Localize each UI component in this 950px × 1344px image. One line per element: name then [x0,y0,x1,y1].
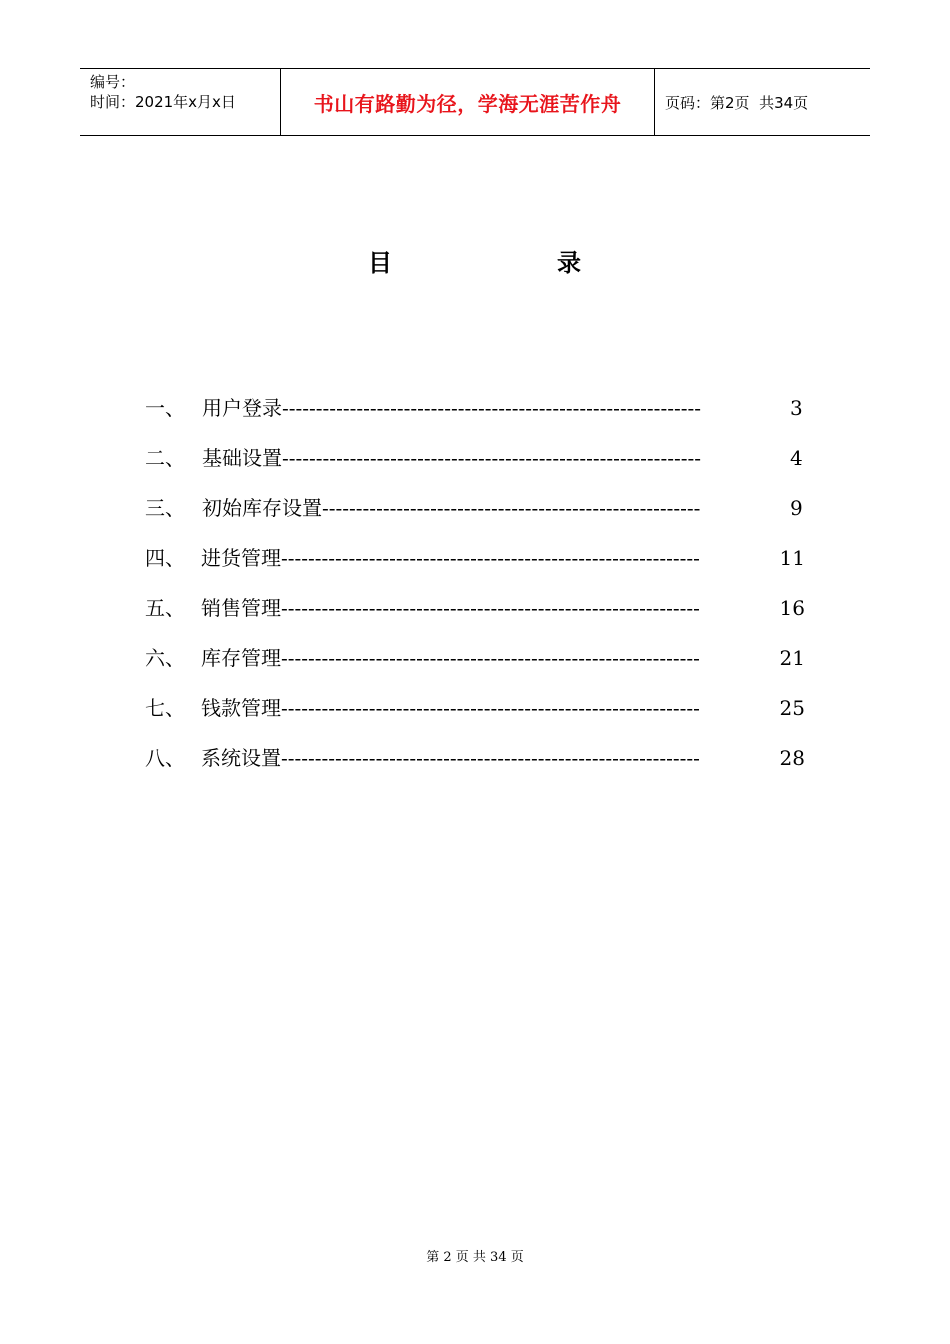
toc-entry-leader: -------------------------------------------------------------- [280,546,700,570]
table-of-contents [145,393,805,793]
toc-entry[interactable] [145,693,805,743]
header-meta-cell [80,69,281,135]
toc-entry-leader: -------------------------------------------------------- [322,496,701,520]
toc-entry-number: 六、 [145,646,185,670]
header-motto-cell [281,69,655,135]
toc-title-char-1: 目 [368,249,392,277]
toc-entry-page: 28 [779,746,805,770]
toc-entry[interactable] [145,493,805,543]
page-header [80,68,870,136]
toc-entry[interactable] [145,443,805,493]
toc-entry[interactable] [145,743,805,793]
toc-entry-leader: -------------------------------------------------------------- [282,396,701,420]
toc-title-char-2: 录 [557,249,581,277]
toc-entry[interactable] [145,543,805,593]
toc-entry-leader: -------------------------------------------------------------- [280,646,700,670]
header-motto: 书山有路勤为径，学海无涯苦作舟 [313,91,622,116]
toc-entry-number: 七、 [145,696,185,720]
toc-entry-page: 3 [790,396,803,420]
toc-entry-page: 9 [790,496,803,520]
footer-page-number: 第 2 页 共 34 页 [426,1250,524,1265]
header-page-info: 页码：第2页 共34页 [665,93,809,112]
page-footer [0,1246,950,1265]
toc-entry-page: 21 [779,646,805,670]
document-time-label: 时间：2021年x月x日 [90,93,236,111]
toc-entry-label: 进货管理 [200,546,281,570]
toc-entry-label: 系统设置 [200,746,281,770]
toc-entry-leader: -------------------------------------------------------------- [282,446,701,470]
toc-entry-number: 二、 [145,446,185,470]
toc-entry-number: 三、 [145,496,185,520]
toc-entry-label: 基础设置 [202,446,282,470]
toc-entry-page: 16 [779,596,805,620]
toc-entry-number: 五、 [145,596,185,620]
toc-entry-page: 4 [790,446,803,470]
toc-entry-leader: -------------------------------------------------------------- [280,746,700,770]
toc-entry[interactable] [145,643,805,693]
toc-entry-label: 销售管理 [200,596,281,620]
toc-entry-number: 一、 [145,396,185,420]
toc-entry-label: 用户登录 [202,396,282,420]
toc-entry-page: 11 [779,546,805,570]
toc-entry-label: 库存管理 [200,646,281,670]
toc-entry-leader: -------------------------------------------------------------- [280,696,700,720]
toc-title [0,243,950,277]
toc-entry-label: 初始库存设置 [202,496,322,520]
toc-entry-page: 25 [779,696,805,720]
toc-entry-label: 钱款管理 [200,696,281,720]
header-page-cell [655,69,870,135]
document-number-label: 编号： [90,73,136,91]
toc-entry[interactable] [145,393,805,443]
toc-entry-number: 八、 [145,746,185,770]
toc-entry-number: 四、 [145,546,185,570]
toc-entry[interactable] [145,593,805,643]
toc-entry-leader: -------------------------------------------------------------- [280,596,700,620]
